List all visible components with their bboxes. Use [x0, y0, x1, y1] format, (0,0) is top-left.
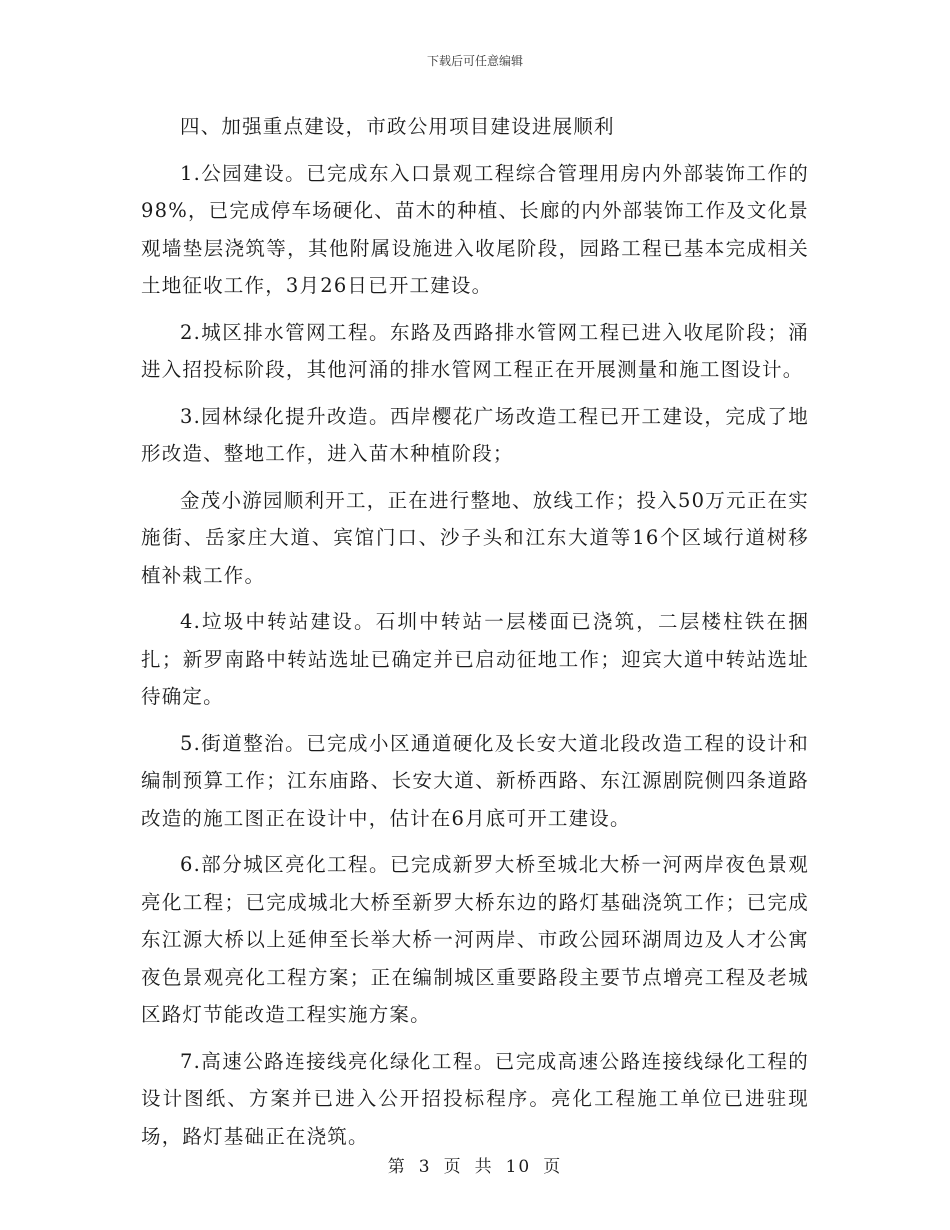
page-mid: 页 [443, 1157, 463, 1177]
paragraph-park-construction: 1.公园建设。已完成东入口景观工程综合管理用房内外部装饰工作的98%，已完成停车场硬化、苗木的种植、长廊的内外部装饰工作及文化景观墙垫层浇筑等，其他附属设施进入收尾阶段，园路工程已基本完成相关土地征收工作，3月26日已开工建设。 [141, 161, 809, 297]
page-header-note: 下载后可任意编辑 [426, 54, 523, 68]
page-current: 3 [418, 1157, 432, 1177]
section-heading: 四、加强重点建设，市政公用项目建设进展顺利 [180, 115, 615, 138]
page-number [0, 1152, 950, 1177]
paragraph-highway-connector: 7.高速公路连接线亮化绿化工程。已完成高速公路连接线绿化工程的设计图纸、方案并已进入公开招投标程序。亮化工程施工单位已进驻现场，路灯基础正在浇筑。 [141, 1049, 809, 1148]
page-total-label: 共 [474, 1157, 494, 1177]
paragraph-drainage-network: 2.城区排水管网工程。东路及西路排水管网工程已进入收尾阶段；涌进入招投标阶段，其他河涌的排水管网工程正在开展测量和施工图设计。 [141, 320, 809, 381]
paragraph-landscape-upgrade: 3.园林绿化提升改造。西岸樱花广场改造工程已开工建设，完成了地形改造、整地工作，进入苗木种植阶段； [141, 404, 809, 465]
page-total: 10 [505, 1157, 532, 1177]
page-suffix: 页 [543, 1157, 563, 1177]
paragraph-jinmao-garden: 金茂小游园顺利开工，正在进行整地、放线工作；投入50万元正在实施街、岳家庄大道、宾馆门口、沙子头和江东大道等16个区域行道树移植补栽工作。 [141, 488, 809, 587]
paragraph-transfer-station: 4.垃圾中转站建设。石圳中转站一层楼面已浇筑，二层楼柱铁在捆扎；新罗南路中转站选址已确定并已启动征地工作；迎宾大道中转站选址待确定。 [141, 610, 809, 708]
document-body [141, 108, 809, 1164]
page-prefix: 第 [387, 1157, 407, 1177]
paragraph-street-renovation: 5.街道整治。已完成小区通道硬化及长安大道北段改造工程的设计和编制预算工作；江东庙路、长安大道、新桥西路、东江源剧院侧四条道路改造的施工图正在设计中，估计在6月底可开工建设。 [141, 731, 809, 830]
paragraph-lighting-project: 6.部分城区亮化工程。已完成新罗大桥至城北大桥一河两岸夜色景观亮化工程；已完成城北大桥至新罗大桥东边的路灯基础浇筑工作；已完成东江源大桥以上延伸至长举大桥一河两岸、市政公园环湖周边及人才公寓夜色景观亮化工程方案；正在编制城区重要路段主要节点增亮工程及老城区路灯节能改造工程实施方案。 [141, 853, 809, 1026]
